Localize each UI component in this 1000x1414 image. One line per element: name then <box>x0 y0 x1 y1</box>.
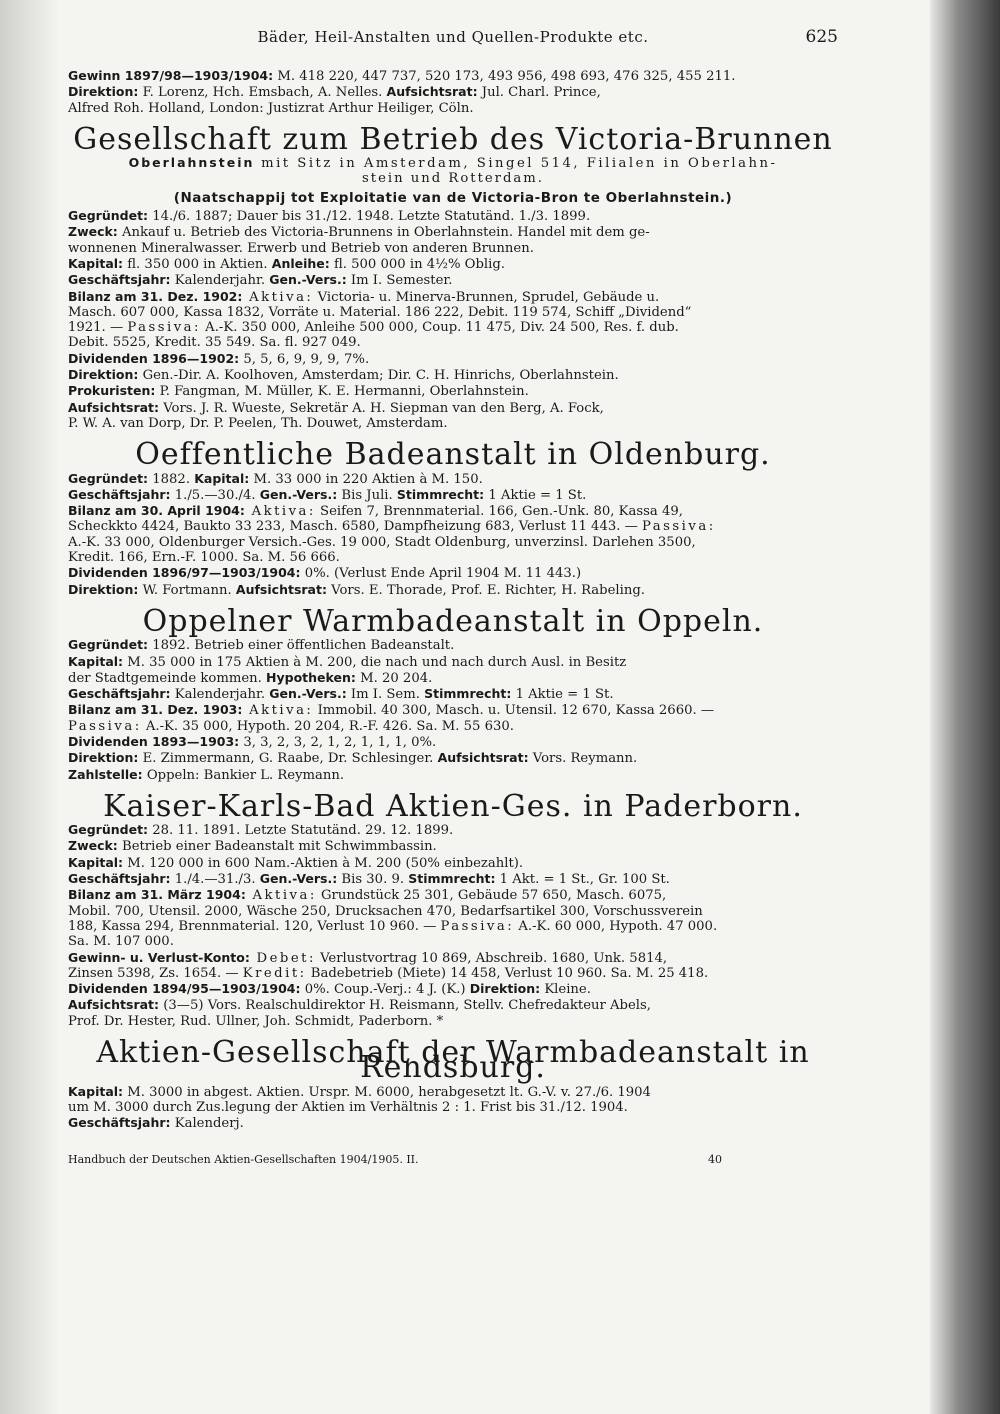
text-line <box>68 503 838 519</box>
field-key: Dividenden 1893—1903: <box>68 733 240 749</box>
field-value: M. 35 000 in 175 Aktien à M. 200, die nach und nach durch Ausl. in Besitz <box>123 654 627 670</box>
spaced-label: Aktiva: <box>244 504 316 520</box>
text-line <box>68 887 838 903</box>
field-key: Gen.-Vers.: <box>259 486 338 502</box>
page-number: 625 <box>805 27 838 47</box>
field-value: 1921. — <box>68 320 128 336</box>
field-value: Vors. J. R. Wueste, Sekretär A. H. Siepman van den Berg, A. Fock, <box>159 400 604 416</box>
company-entry <box>68 437 838 598</box>
field-key: Gegründet: <box>68 637 149 653</box>
field-key: Bilanz am 31. Dez. 1903: <box>68 702 243 718</box>
company-sections <box>68 121 838 1132</box>
field-key: Direktion: <box>469 981 541 997</box>
field-key: Stimmrecht: <box>424 686 512 702</box>
field-key: Aufsichtsrat: <box>386 84 478 100</box>
company-entry <box>68 1035 838 1132</box>
text-line <box>68 767 838 783</box>
field-key: Kapital: <box>194 470 250 486</box>
field-value: 0%. Coup.-Verj.: 4 J. (K.) <box>300 982 470 998</box>
field-key: Aufsichtsrat: <box>68 997 160 1013</box>
text-line <box>68 471 838 487</box>
field-key: Kapital: <box>68 653 124 669</box>
field-value: Bis Juli. <box>337 487 397 503</box>
spaced-label: Aktiva: <box>245 888 317 904</box>
field-value: Kleine. <box>540 982 591 998</box>
text-line <box>68 487 838 503</box>
text-line <box>68 256 838 272</box>
company-entry <box>68 121 838 431</box>
field-value: Masch. 607 000, Kassa 1832, Vorräte u. Material. 186 222, Debit. 119 574, Schiff „Dividend“ <box>68 304 692 320</box>
text-line <box>68 84 838 100</box>
field-key: Hypotheken: <box>266 669 356 685</box>
footer-signature: 40 <box>708 1152 722 1166</box>
field-key: Direktion: <box>68 367 139 383</box>
field-value: Scheckkto 4424, Baukto 33 233, Masch. 6580, Dampfheizung 683, Verlust 11 443. — <box>68 519 642 535</box>
field-key: Stimmrecht: <box>408 871 496 887</box>
text-line <box>68 1115 838 1131</box>
field-key: Stimmrecht: <box>396 486 485 502</box>
field-key: Geschäftsjahr: <box>68 871 171 887</box>
field-value: Immobil. 40 300, Masch. u. Utensil. 12 670, Kassa 2660. — <box>313 703 715 719</box>
running-title: Bäder, Heil-Anstalten und Quellen-Produkte etc. <box>257 28 649 46</box>
field-value: Zinsen 5398, Zs. 1654. — <box>68 965 243 981</box>
field-key: Kapital: <box>68 854 124 870</box>
field-key: Anleihe: <box>271 255 330 271</box>
field-key: Direktion: <box>68 581 139 597</box>
company-title: Gesellschaft zum Betrieb des Victoria-Brunnen <box>73 121 833 157</box>
text-line <box>68 702 838 718</box>
field-value: 14./6. 1887; Dauer bis 31./12. 1948. Letzte Statutänd. 1./3. 1899. <box>148 209 591 225</box>
text-line <box>68 582 838 598</box>
company-title: Oeffentliche Badeanstalt in Oldenburg. <box>135 437 771 473</box>
company-entry <box>68 788 838 1029</box>
text-line <box>68 305 838 320</box>
field-value: Sa. M. 107 000. <box>68 934 174 950</box>
text-line <box>68 981 838 997</box>
page-content <box>68 27 838 1168</box>
field-key: Gen.-Vers.: <box>259 871 338 887</box>
field-value: M. 418 220, 447 737, 520 173, 493 956, 498 693, 476 325, 455 211. <box>273 69 736 84</box>
field-key: Geschäftsjahr: <box>68 1115 171 1131</box>
field-value: der Stadtgemeinde kommen. <box>68 670 267 686</box>
text-line <box>68 241 838 256</box>
company-subtitle <box>68 155 838 171</box>
text-line <box>68 1014 838 1029</box>
field-key: Prokuristen: <box>68 383 156 399</box>
field-key: Zweck: <box>68 838 118 854</box>
field-value: 1 Akt. = 1 St., Gr. 100 St. <box>495 872 670 888</box>
text-line <box>68 719 838 734</box>
field-value: Alfred Roh. Holland, London: Justizrat Arthur Heiliger, Cöln. <box>68 100 474 116</box>
field-key: Dividenden 1896/97—1903/1904: <box>68 565 301 581</box>
field-value: 1 Aktie = 1 St. <box>511 687 614 703</box>
field-key: Gewinn 1897/98—1903/1904: <box>68 68 274 83</box>
company-entry <box>68 603 838 783</box>
field-value: E. Zimmermann, G. Raabe, Dr. Schlesinger. <box>138 751 438 767</box>
field-key: Geschäftsjahr: <box>68 272 171 288</box>
field-key: Kapital: <box>68 255 124 271</box>
field-value: wonnenen Mineralwasser. Erwerb und Betrieb von anderen Brunnen. <box>68 240 534 256</box>
field-value: fl. 350 000 in Aktien. <box>123 256 272 272</box>
field-value: (3—5) Vors. Realschuldirektor H. Reismann, Stellv. Chefredakteur Abels, <box>159 998 651 1014</box>
text-line <box>68 904 838 919</box>
field-value: Bis 30. 9. <box>337 872 409 888</box>
field-value: Mobil. 700, Utensil. 2000, Wäsche 250, Drucksachen 470, Bedarfsartikel 300, Vorschussverein <box>68 903 703 919</box>
field-key: Direktion: <box>68 750 139 766</box>
text-line <box>68 68 838 84</box>
field-key: Dividenden 1894/95—1903/1904: <box>68 981 301 997</box>
field-value: Vors. Reymann. <box>528 751 638 767</box>
spaced-label: mit Sitz in Amsterdam, Singel 514, Filialen in Oberlahn- <box>254 156 778 172</box>
page-footer <box>68 1152 838 1168</box>
text-line <box>68 919 838 934</box>
text-line <box>68 966 838 981</box>
text-line <box>68 535 838 550</box>
field-key: Gewinn- u. Verlust-Konto: <box>68 949 250 965</box>
field-key: Aufsichtsrat: <box>68 399 160 415</box>
text-line <box>68 208 838 224</box>
text-line <box>68 335 838 350</box>
field-value: 1./4.—31./3. <box>170 872 260 888</box>
text-line <box>68 289 838 305</box>
field-key: Bilanz am 30. April 1904: <box>68 503 245 519</box>
field-key: Geschäftsjahr: <box>68 686 171 702</box>
field-value: A.-K. 60 000, Hypoth. 47 000. <box>514 918 718 934</box>
field-value: Ankauf u. Betrieb des Victoria-Brunnens in Oberlahnstein. Handel mit dem ge- <box>117 225 650 241</box>
footer-title: Handbuch der Deutschen Aktien-Gesellschaften 1904/1905. II. <box>68 1152 419 1166</box>
field-value: W. Fortmann. <box>138 582 236 598</box>
field-value: Im I. Semester. <box>346 273 453 289</box>
text-line <box>68 416 838 431</box>
text-line <box>68 654 838 670</box>
field-key: Oberlahnstein <box>128 155 255 171</box>
field-key: Gen.-Vers.: <box>269 686 347 702</box>
text-line <box>68 855 838 871</box>
field-key: Gegründet: <box>68 822 149 838</box>
field-value: Kalenderjahr. <box>170 687 270 703</box>
left-margin-shadow <box>0 0 60 1414</box>
text-line <box>68 400 838 416</box>
spaced-label: Passiva: <box>127 320 201 336</box>
field-value: Oppeln: Bankier L. Reymann. <box>142 767 345 783</box>
text-line <box>68 838 838 854</box>
text-line <box>68 224 838 240</box>
binding-gutter <box>930 0 1000 1414</box>
dutch-name: (Naatschappij tot Exploitatie van de Victoria-Bron te Oberlahnstein.) <box>173 189 733 206</box>
text-line <box>68 351 838 367</box>
field-value: F. Lorenz, Hch. Emsbach, A. Nelles. <box>138 85 387 101</box>
field-value: 188, Kassa 294, Brennmaterial. 120, Verlust 10 960. — <box>68 918 441 934</box>
field-value: Betrieb einer Badeanstalt mit Schwimmbassin. <box>117 839 437 855</box>
field-value: 3, 3, 2, 3, 2, 1, 2, 1, 1, 1, 0%. <box>239 734 437 750</box>
text-line <box>68 822 838 838</box>
spaced-label: Debet: <box>249 950 316 966</box>
text-line <box>68 934 838 949</box>
text-line <box>68 637 838 653</box>
field-value: Badebetrieb (Miete) 14 458, Verlust 10 960. Sa. M. 25 418. <box>306 965 709 981</box>
field-value: 0%. (Verlust Ende April 1904 M. 11 443.) <box>300 566 582 582</box>
field-value: 28. 11. 1891. Letzte Statutänd. 29. 12. 1899. <box>148 823 454 839</box>
text-line <box>68 1100 838 1115</box>
field-key: Geschäftsjahr: <box>68 486 171 502</box>
field-value: P. Fangman, M. Müller, K. E. Hermanni, Oberlahnstein. <box>155 384 529 400</box>
text-line <box>68 272 838 288</box>
text-line <box>68 101 838 116</box>
field-value: Grundstück 25 301, Gebäude 57 650, Masch. 6075, <box>316 888 667 904</box>
field-value: A.-K. 33 000, Oldenburger Versich.-Ges. 19 000, Stadt Oldenburg, unverzinsl. Darlehen 3500, <box>68 534 696 550</box>
field-key: Bilanz am 31. Dez. 1902: <box>68 288 243 304</box>
field-value: 1882. <box>148 471 195 487</box>
field-value: P. W. A. van Dorp, Dr. P. Peelen, Th. Douwet, Amsterdam. <box>68 415 448 431</box>
field-key: Gen.-Vers.: <box>269 272 347 288</box>
text-line <box>68 750 838 766</box>
spaced-label: Kredit: <box>242 965 307 981</box>
field-value: Verlustvortrag 10 869, Abschreib. 1680, Unk. 5814, <box>315 950 668 966</box>
field-value: Im I. Sem. <box>346 687 425 703</box>
field-key: Zweck: <box>68 224 118 240</box>
field-key: Zahlstelle: <box>68 766 143 782</box>
text-line <box>68 550 838 565</box>
field-value: fl. 500 000 in 4½% Oblig. <box>329 256 505 272</box>
field-key: Bilanz am 31. März 1904: <box>68 887 246 903</box>
field-value: Prof. Dr. Hester, Rud. Ullner, Joh. Schmidt, Paderborn. * <box>68 1013 444 1029</box>
text-line <box>68 686 838 702</box>
spaced-label: Passiva: <box>68 718 142 734</box>
field-value: Gen.-Dir. A. Koolhoven, Amsterdam; Dir. C. H. Hinrichs, Oberlahnstein. <box>138 368 619 384</box>
field-value: Kalenderj. <box>170 1116 244 1132</box>
intro-block <box>68 68 838 116</box>
field-key: Gegründet: <box>68 208 149 224</box>
text-line <box>68 670 838 686</box>
field-value: A.-K. 35 000, Hypoth. 20 204, R.-F. 426. Sa. M. 55 630. <box>141 718 514 734</box>
company-title: Kaiser-Karls-Bad Aktien-Ges. in Paderborn. <box>103 788 803 824</box>
text-line <box>68 871 838 887</box>
text-line <box>68 383 838 399</box>
field-key: Kapital: <box>68 1083 124 1099</box>
field-value: Jul. Charl. Prince, <box>477 85 601 101</box>
field-value: Seifen 7, Brennmaterial. 166, Gen.-Unk. 80, Kassa 49, <box>315 504 683 520</box>
field-value: 1 Aktie = 1 St. <box>484 487 587 503</box>
text-line <box>68 1084 838 1100</box>
spaced-label: Passiva: <box>440 918 515 934</box>
field-key: Direktion: <box>68 84 139 100</box>
field-key: Aufsichtsrat: <box>235 581 327 597</box>
field-value: Kalenderjahr. <box>170 273 270 289</box>
field-value: Debit. 5525, Kredit. 35 549. Sa. fl. 927 049. <box>68 335 361 351</box>
field-value: Victoria- u. Minerva-Brunnen, Sprudel, Gebäude u. <box>313 289 660 305</box>
field-value: M. 33 000 in 220 Aktien à M. 150. <box>249 471 483 487</box>
company-title: Aktien-Gesellschaft der Warmbadeanstalt in Rendsburg. <box>96 1035 810 1086</box>
field-value: M. 20 204. <box>355 670 433 686</box>
company-subtitle-cont: stein und Rotterdam. <box>362 171 544 187</box>
field-value: A.-K. 350 000, Anleihe 500 000, Coup. 11 475, Div. 24 500, Res. f. dub. <box>200 320 679 336</box>
field-value: 1./5.—30./4. <box>170 487 260 503</box>
field-value: Kredit. 166, Ern.-F. 1000. Sa. M. 56 666. <box>68 550 340 566</box>
field-key: Dividenden 1896—1902: <box>68 350 240 366</box>
text-line <box>68 155 838 171</box>
company-title: Oppelner Warmbadeanstalt in Oppeln. <box>142 603 764 639</box>
field-value: M. 120 000 in 600 Nam.-Aktien à M. 200 (50% einbezahlt). <box>123 855 524 871</box>
text-line <box>68 734 838 750</box>
field-key: Aufsichtsrat: <box>437 750 529 766</box>
field-value: Vors. E. Thorade, Prof. E. Richter, H. Rabeling. <box>326 582 645 598</box>
text-line <box>68 997 838 1013</box>
spaced-label: Aktiva: <box>242 703 314 719</box>
field-value: um M. 3000 durch Zus.legung der Aktien im Verhältnis 2 : 1. Frist bis 31./12. 1904. <box>68 1099 628 1115</box>
field-key: Gegründet: <box>68 470 149 486</box>
text-line <box>68 367 838 383</box>
field-value: 1892. Betrieb einer öffentlichen Badeanstalt. <box>148 638 455 654</box>
field-value: M. 3000 in abgest. Aktien. Urspr. M. 6000, herabgesetzt lt. G.-V. v. 27./6. 1904 <box>123 1084 651 1100</box>
field-value: 5, 5, 6, 9, 9, 9, 7%. <box>239 351 370 367</box>
text-line <box>68 519 838 534</box>
text-line <box>68 320 838 335</box>
spaced-label: Aktiva: <box>242 289 314 305</box>
text-line <box>68 950 838 966</box>
running-header <box>68 27 838 54</box>
spaced-label: Passiva: <box>642 519 716 535</box>
text-line <box>68 565 838 581</box>
